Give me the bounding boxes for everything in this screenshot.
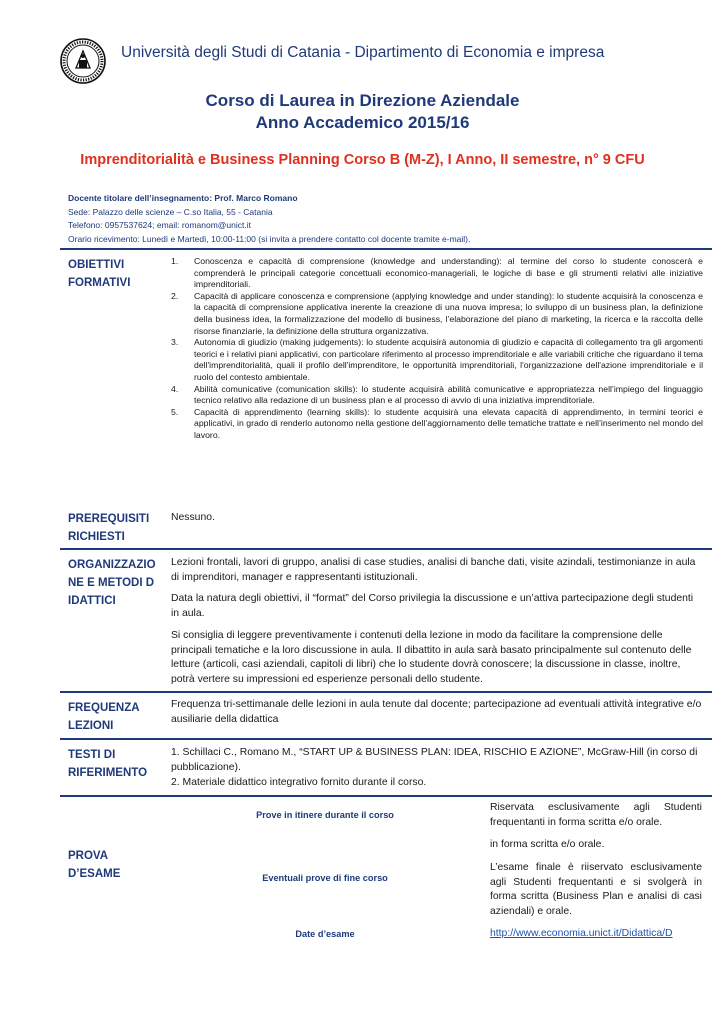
final-exams-label: Eventuali prove di fine corso [262, 873, 388, 883]
attendance-text: Frequenza tri-settimanale delle lezioni in aula tenute dal docente; partecipazione ad eventuali attività integrative e/o ausiliarie della didattica [171, 699, 702, 725]
objectives-list [171, 256, 703, 442]
objective-item [171, 407, 703, 442]
objective-text: Abilità comunicative (comunication skills): lo studente acquisirà abilità comunicative e appropriatezza nell’impiego del linguaggio tecnico relativo alla redazione di un business plan e al processo di avvio di una iniziativa imprenditoriale. [194, 383, 703, 406]
course-title: Corso di Laurea in Direzione Aziendale [205, 91, 520, 110]
divider [60, 738, 712, 740]
objective-text: Conoscenza e capacità di comprensione (knowledge and understanding): al termine del corso lo studente conoscerà e comprenderà le principali categorie concettuali economico-manageriali, le logiche di base e gli strumenti relativi alle iniziative imprenditoriali. [194, 256, 703, 290]
exam-dates-label: Date d’esame [295, 929, 355, 939]
reference-1: 1. Schillaci C., Romano M., “START UP & BUSINESS PLAN: IDEA, RISCHIO E AZIONE”, McGraw-Hill (in corso di pubblicazione). [171, 747, 698, 773]
final-exams-text-2: L’esame finale è riiservato esclusivamente agli Studenti frequentanti e si svolgerà in forma scritta (Business Plan e analisi di casi aziendali) e orale. [490, 862, 702, 917]
midterm-exams-text: Riservata esclusivamente agli Studenti frequentanti in forma scritta e/o orale. [490, 802, 702, 828]
university-name: Università degli Studi di Catania - Dipartimento di Economia e impresa [121, 44, 605, 61]
objective-text: Autonomia di giudizio (making judgements): lo studente acquisirà autonomia di giudizio e capacità di collegamento tra gli argomenti teorici e i relativi piani applicativi, con particolare riferimento al processo imprenditoriale e alle variabili critiche che riguardano il tema dell'imprenditorialità, quali il profilo dell'imprenditore, le opportunità imprenditoriali, l'organizzazione dell'azione imprenditoriale e il ruolo del contesto ambientale. [194, 337, 703, 382]
exam-label: PROVA D’ESAME [68, 850, 121, 880]
midterm-exams-label: Prove in itinere durante il corso [256, 810, 394, 820]
objective-item [171, 256, 703, 291]
divider [60, 691, 712, 693]
organization-p3: Si consiglia di leggere preventivamente i contenuti della lezione in modo da facilitare la comprensione delle principali tematiche e la loro discussione in aula. Il dibattito in aula sarà basato principalmente sul contenuto delle letture (articoli, casi aziendali, capitoli di libri) che lo studente dovrà conoscere; la discussione in classe, inoltre, potrà vertere su impressioni ed esperienze personali dello studente. [171, 630, 692, 685]
course-heading [0, 90, 725, 134]
organization-label: ORGANIZZAZIONE E METODI DIDATTICI [68, 559, 156, 607]
divider [60, 248, 712, 250]
objective-text: Capacità di apprendimento (learning skills): lo studente acquisirà una elevata capacità di apprendimento, in termini teorici e applicativi, in grado di renderlo autonomo nella gestione dell’aggiornamento delle tematiche trattate e nell’inserimento nel mondo del lavoro. [194, 406, 703, 440]
references-label: TESTI DI RIFERIMENTO [68, 749, 148, 779]
teacher-info [68, 192, 470, 246]
prerequisites-label: PREREQUISITI RICHIESTI [68, 513, 150, 543]
objective-item [171, 291, 703, 337]
reference-2: 2. Materiale didattico integrativo fornito durante il corso. [171, 777, 427, 788]
objective-text: Capacità di applicare conoscenza e comprensione (applying knowledge and under standing): lo studente acquisirà la conoscenza e la capacità di comprensione applicativa inerente la creazione di una nuova impresa; lo sviluppo di un business plan, la definizione della business idea, la formalizzazione del modello di business, l’elaborazione del piano di marketing, la ricerca e la raccolta delle risorse finanziarie, la definizione della struttura organizzativa. [194, 290, 703, 336]
objective-number: 2. [171, 290, 179, 301]
subject-title: Imprenditorialità e Business Planning Corso B (M-Z), I Anno, II semestre, n° 9 CFU [80, 152, 645, 168]
objective-number: 3. [171, 337, 179, 348]
exam-dates-link[interactable]: http://www.economia.unict.it/Didattica/D [490, 928, 673, 939]
organization-p1: Lezioni frontali, lavori di gruppo, analisi di case studies, analisi di banche dati, visite azindali, testimonianze in aula di imprenditori, manager e rappresentanti istituzionali. [171, 557, 696, 583]
objective-number: 1. [171, 256, 179, 266]
objective-number: 4. [171, 383, 179, 394]
teacher-contacts: Telefono: 0957537624; email: romanom@unict.it [68, 220, 251, 230]
objective-item [171, 337, 703, 383]
organization-p2: Data la natura degli obiettivi, il “format” del Corso privilegia la discussione e un’attiva partecipazione degli studenti in aula. [171, 593, 694, 619]
divider [60, 548, 712, 550]
objective-item [171, 384, 703, 407]
final-exams-text-1: in forma scritta e/o orale. [490, 839, 605, 850]
attendance-label: FREQUENZA LEZIONI [68, 702, 140, 732]
objectives-label: OBIETTIVI FORMATIVI [68, 259, 131, 289]
university-seal-logo [60, 38, 106, 84]
teacher-name: Docente titolare dell’insegnamento: Prof. Marco Romano [68, 193, 298, 203]
divider [60, 795, 712, 797]
office-hours: Orario ricevimento: Lunedì e Martedì, 10:00-11:00 (si invita a prendere contatto col docente tramite e-mail). [68, 233, 471, 244]
prerequisites-text: Nessuno. [171, 512, 215, 523]
teacher-office: Sede: Palazzo delle scienze – C.so Italia, 55 - Catania [68, 206, 273, 217]
academic-year: Anno Accademico 2015/16 [255, 113, 470, 132]
objective-number: 5. [171, 406, 179, 417]
